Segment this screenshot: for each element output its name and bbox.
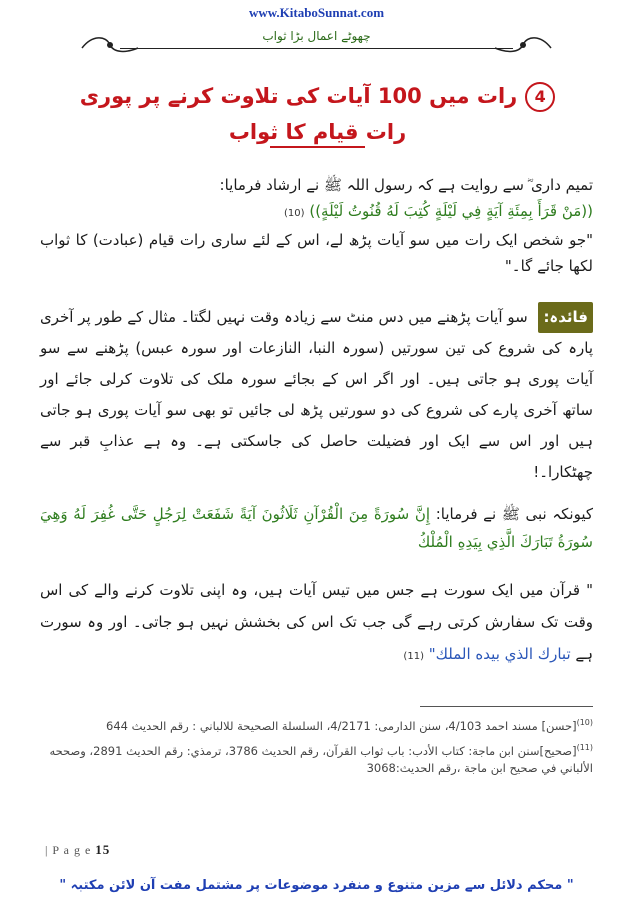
hadith-arabic: ((مَنْ قَرَأَ بِمِئَةِ آيَةٍ فِي لَيْلَةٍ كُتِبَ لَهُ قُنُوتُ لَيْلَةٍ)) (10): [284, 202, 593, 220]
library-tagline: " محکم دلائل سے مزین متنوع و منفرد موضوعات پر مشتمل مفت آن لائن مکتبہ ": [59, 878, 574, 893]
section-heading: [70, 78, 565, 150]
footnote-ref-11[interactable]: (11): [403, 651, 424, 662]
footnote-ref-10[interactable]: (10): [284, 208, 305, 219]
footnote-11: $^{(11)}$[صحيح]سنن ابن ماجة: كتاب الأدب: باب ثواب القرآن، رقم الحديث 3786، ترمذي: رقم الحديث 2891، وصححه الألباني في صحيح ابن ماجة ،رقم الحديث:3068: [49, 742, 593, 775]
prophet-translation: " قرآن میں ایک سورت ہے جس میں تیس آیات ہیں، وہ اپنی تلاوت کرنے والے کی اس وقت تک سفارش کرتی رہے گی جب تک اس کی بخشش نہیں ہو جاتی۔ اور وہ سورت ہے: [40, 581, 593, 663]
intro-text: تمیم داری ؓ سے روایت ہے کہ رسول اللہ ﷺ نے ارشاد فرمایا:: [219, 176, 593, 194]
faida-text: سو آیات پڑھنے میں دس منٹ سے زیادہ وقت نہیں لگتا۔ مثال کے طور پر آخری پارہ کی شروع کی تین سورتیں (سورہ النبا، النازعات اور سورہ عبس) پڑھنے سے سو آیات پوری ہو جاتی ہیں۔ اور اگر اس کے بجائے سورہ ملک کی تلاوت کرلی جائے اور ساتھ آخری پارے کی شروع کی دو سورتیں پڑھ لی جائیں تو بھی سو آیات پوری ہو جاتی ہیں اور اس سے ایک اور فضیلت حاصل کی جاسکتی ہے۔ وہ ہے عذابِ قبر سے چھٹکارا۔!: [40, 308, 593, 481]
intro-paragraph: [40, 172, 593, 279]
prophet-intro: کیونکہ نبی ﷺ نے فرمایا:: [435, 505, 594, 523]
faida-paragraph: [40, 302, 593, 488]
faida-label: فائدہ:: [538, 302, 593, 333]
heading-underline: [270, 146, 365, 148]
header-rule: [120, 48, 513, 49]
footnotes: [40, 714, 593, 777]
page-number: | P a g e 15: [45, 842, 111, 857]
footnote-10: $^{(10)}$[حسن] مسند احمد 4/103، سنن الدارمی: 4/2171، السلسلة الصحيحة للالباني : رقم الحديث 644: [106, 718, 593, 733]
page-number-value: 15: [95, 842, 111, 857]
prophet-saying: [40, 500, 593, 556]
section-title: رات میں 100 آیات کی تلاوت کرنے پر پوری رات قیام کا ثواب: [79, 84, 518, 144]
section-number: 4: [525, 82, 555, 112]
prophet-arabic: إِنَّ سُورَةً مِنَ الْقُرْآنِ ثَلَاثُونَ آيَةً شَفَعَتْ لِرَجُلٍ حَتَّى غُفِرَ لَهُ وَهِيَ سُورَةُ تَبَارَكَ الَّذِي بِيَدِهِ الْمُلْكُ: [40, 505, 593, 551]
header-title: چھوٹے اعمال بڑا ثواب: [262, 29, 371, 43]
ornament-right-icon: [493, 33, 553, 57]
hadith-translation: "جو شخص ایک رات میں سو آیات پڑھ لے، اس کے لئے ساری رات قیام (عبادت) کا ثواب لکھا جائے گا۔": [40, 231, 593, 275]
site-url[interactable]: www.KitaboSunnat.com: [248, 5, 385, 20]
surah-name: تبارك الذي بيده الملك": [428, 645, 571, 663]
prophet-translation-paragraph: [40, 574, 593, 673]
page-header: [80, 25, 553, 57]
footnote-separator: [420, 706, 593, 707]
